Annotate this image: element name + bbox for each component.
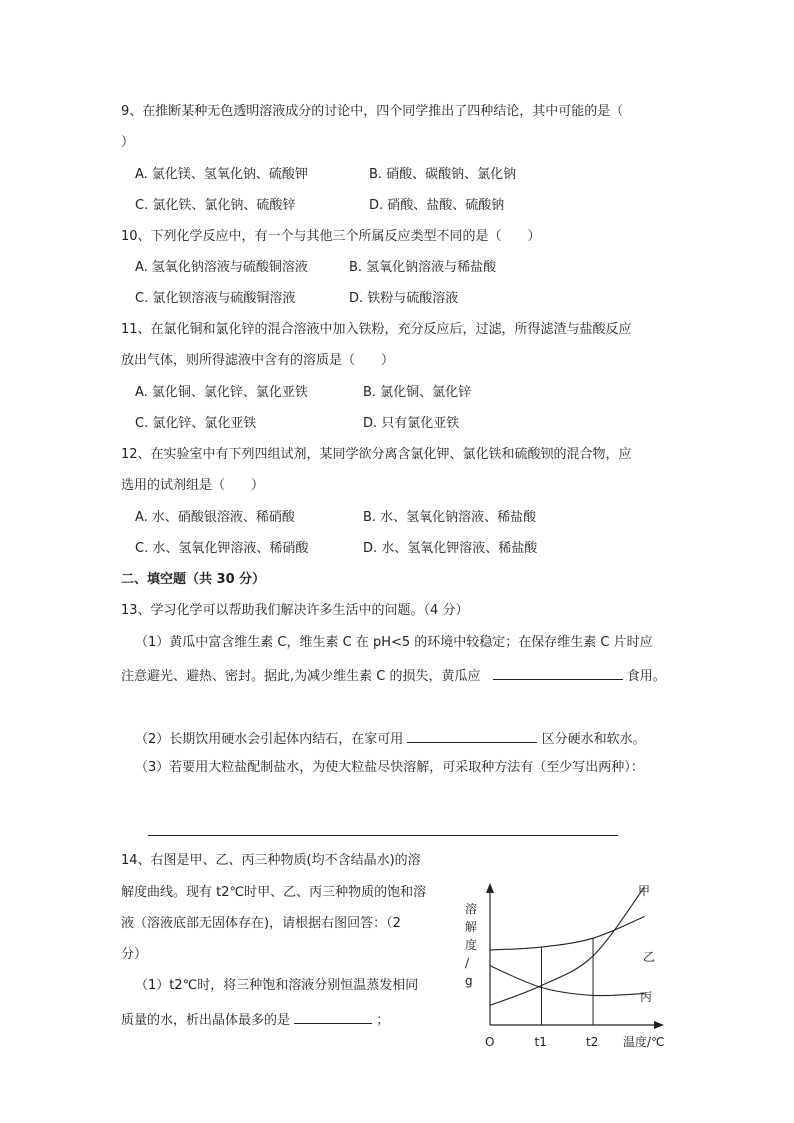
series-label-甲: 甲 xyxy=(638,884,651,898)
q13-part2-text: （2）长期饮用硬水会引起体内结石，在家可用 xyxy=(135,732,404,747)
y-axis-label xyxy=(465,901,477,988)
y-axis-label-char: 度 xyxy=(465,938,478,952)
q9-option-a: A. 氯化镁、氢氧化钠、硫酸钾 xyxy=(135,167,308,182)
q13-part1-line1: （1）黄瓜中富含维生素 C，维生素 C 在 pH<5 的环境中较稳定；在保存维生素 C 片时应 xyxy=(135,635,653,650)
q14-part1-suffix: ； xyxy=(376,1013,390,1028)
q14-part1-line2 xyxy=(121,1009,389,1030)
q14-line2: 解度曲线。现有 t2℃时甲、乙、丙三种物质的饱和溶 xyxy=(121,885,427,900)
y-axis-arrow xyxy=(486,883,494,893)
q14-line3: 液（溶液底部无固体存在)，请根据右图回答：（2 xyxy=(121,916,401,931)
q14-line4: 分） xyxy=(121,947,148,962)
y-axis-label-char: 解 xyxy=(465,920,478,934)
series-label-乙: 乙 xyxy=(643,950,656,964)
q9-stem: 9、在推断某种无色透明溶液成分的讨论中，四个同学推出了四种结论，其中可能的是（ xyxy=(121,104,624,119)
q13-answer-blank-2[interactable] xyxy=(407,728,537,743)
series-line-丙 xyxy=(490,966,645,996)
q11-option-c: C. 氯化锌、氯化亚铁 xyxy=(135,416,257,431)
q11-option-b: B. 氯化铜、氯化锌 xyxy=(363,385,472,400)
series-line-乙 xyxy=(490,916,645,950)
solubility-chart xyxy=(450,865,680,1057)
q12-stem-line1: 12、在实验室中有下列四组试剂，某同学欲分离含氯化钾、氯化铁和硫酸钡的混合物，应 xyxy=(121,447,632,462)
y-axis-label-char: / xyxy=(465,956,470,970)
q9-stem-end: ） xyxy=(121,135,135,150)
q12-option-d: D. 水、氢氧化钾溶液、稀盐酸 xyxy=(363,541,538,556)
series-line-甲 xyxy=(490,887,645,1005)
q14-part1-line1: （1）t2℃时，将三种饱和溶液分别恒温蒸发相同 xyxy=(135,978,419,993)
q13-answer-line-3[interactable] xyxy=(148,835,618,836)
x-tick-label-t2: t2 xyxy=(586,1035,599,1049)
q13-stem: 13、学习化学可以帮助我们解决许多生活中的问题。（4 分） xyxy=(121,603,469,618)
q13-part3: （3）若要用大粒盐配制盐水，为使大粒盐尽快溶解，可采取种方法有（至少写出两种）： xyxy=(135,760,644,775)
q14-part1-text: 质量的水，析出晶体最多的是 xyxy=(121,1013,291,1028)
q10-option-a: A. 氢氧化钠溶液与硫酸铜溶液 xyxy=(135,260,308,275)
q10-stem: 10、下列化学反应中，有一个与其他三个所属反应类型不同的是（ ） xyxy=(121,229,541,244)
q11-option-a: A. 氯化铜、氯化锌、氯化亚铁 xyxy=(135,385,308,400)
q9-option-c: C. 氯化铁、氯化钠、硫酸锌 xyxy=(135,198,296,213)
q10-option-b: B. 氢氧化钠溶液与稀盐酸 xyxy=(349,260,497,275)
q13-part2-suffix: 区分硬水和软水。 xyxy=(541,732,646,747)
q12-option-a: A. 水、硝酸银溶液、稀硝酸 xyxy=(135,510,295,525)
q14-line1: 14、右图是甲、乙、丙三种物质(均不含结晶水)的溶 xyxy=(121,853,421,868)
q10-option-d: D. 铁粉与硫酸溶液 xyxy=(349,291,459,306)
y-axis-label-char: 溶 xyxy=(465,902,478,916)
q9-option-b: B. 硝酸、碳酸钠、氯化钠 xyxy=(369,167,517,182)
q13-part1-text: 注意避光、避热、密封。据此,为减少维生素 C 的损失，黄瓜应 xyxy=(121,669,481,684)
q12-stem-line2: 选用的试剂组是（ ） xyxy=(121,478,265,493)
y-axis-label-char: g xyxy=(465,974,473,988)
q12-option-c: C. 水、氢氧化钾溶液、稀硝酸 xyxy=(135,541,309,556)
q13-answer-blank-1[interactable] xyxy=(493,665,623,680)
q9-option-d: D. 硝酸、盐酸、硫酸钠 xyxy=(369,198,505,213)
q11-option-d: D. 只有氯化亚铁 xyxy=(363,416,460,431)
q14-answer-blank[interactable] xyxy=(294,1009,372,1024)
q13-part1-line2 xyxy=(121,665,666,686)
x-axis-label: 温度/℃ xyxy=(623,1035,665,1049)
x-tick-label-t1: t1 xyxy=(534,1035,547,1049)
q11-stem-line1: 11、在氯化铜和氯化锌的混合溶液中加入铁粉，充分反应后，过滤，所得滤渣与盐酸反应 xyxy=(121,322,632,337)
q11-stem-line2: 放出气体，则所得滤液中含有的溶质是（ ） xyxy=(121,353,395,368)
q13-part1-suffix: 食用。 xyxy=(626,669,666,684)
q13-part2 xyxy=(135,728,646,749)
x-axis-arrow xyxy=(654,1021,664,1029)
section-heading: 二、填空题（共 30 分） xyxy=(121,572,266,587)
origin-label: O xyxy=(485,1035,495,1049)
q10-option-c: C. 氯化钡溶液与硫酸铜溶液 xyxy=(135,291,296,306)
series-label-丙: 丙 xyxy=(640,990,653,1004)
q12-option-b: B. 水、氢氧化钠溶液、稀盐酸 xyxy=(363,510,537,525)
